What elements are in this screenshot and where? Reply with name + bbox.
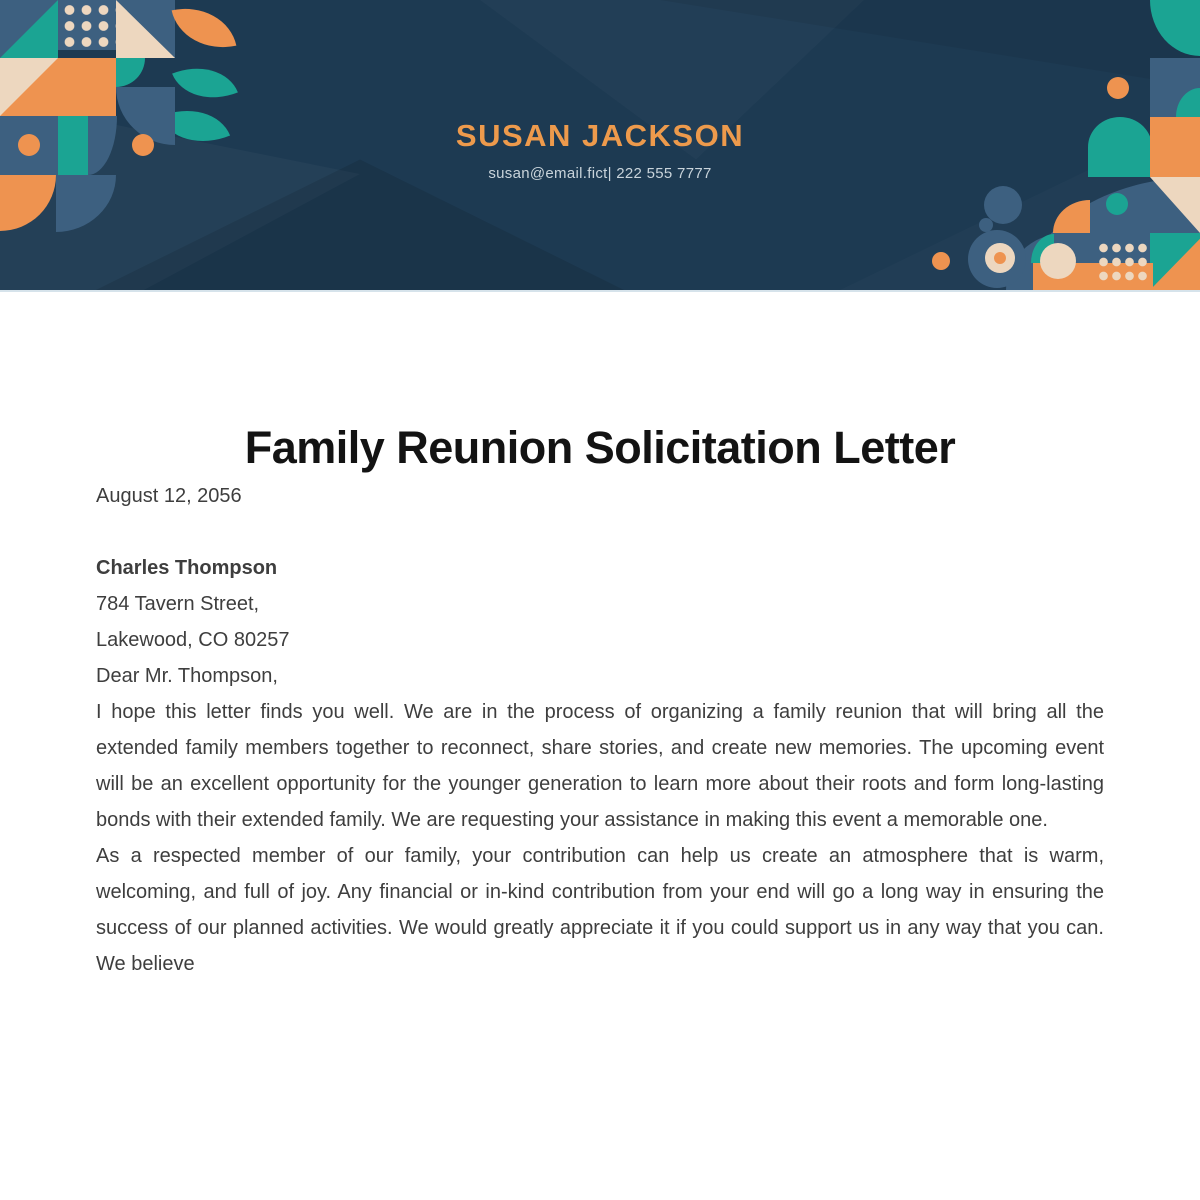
recipient-address-line1: 784 Tavern Street, (96, 593, 260, 615)
letter-paragraph-1: I hope this letter finds you well. We are in the process of organizing a family reunion that will bring all the extended family members together to reconnect, share stories, and create new memories. The upcoming event will be an excellent opportunity for the younger generation to learn more about their roots and form long-lasting bonds with their extended family. We are requesting your assistance in making this event a memorable one. (96, 701, 1104, 831)
letter-title: Family Reunion Solicitation Letter (244, 422, 956, 473)
sender-name: SUSAN JACKSON (455, 118, 745, 153)
letter-date: August 12, 2056 (96, 485, 242, 507)
letterhead-banner (0, 0, 1200, 292)
decorative-shape (116, 58, 145, 87)
decorative-shape (994, 252, 1006, 264)
recipient-address-line2: Lakewood, CO 80257 (96, 629, 290, 651)
decorative-shape (172, 53, 238, 112)
salutation: Dear Mr. Thompson, (96, 665, 278, 687)
decorative-shape (1106, 193, 1128, 215)
decorative-shape (979, 218, 993, 232)
recipient-block (96, 550, 1104, 658)
decorative-shape (58, 0, 116, 50)
sender-info (0, 118, 1200, 182)
recipient-name: Charles Thompson (96, 557, 278, 579)
decorative-shape (932, 252, 950, 270)
decorative-shape (1096, 240, 1150, 282)
decorative-shape (1040, 243, 1076, 279)
decorative-shape (172, 0, 237, 57)
decorative-shape (1107, 77, 1129, 99)
letter-paragraph-2: As a respected member of our family, your contribution can help us create an atmosphere that is warm, welcoming, and full of joy. Any financial or in-kind contribution from your end will go a long way in ensuring the success of our planned activities. We would greatly appreciate it if you could support us in any way that you can. We believe (96, 845, 1104, 975)
decorative-shape (58, 58, 116, 116)
sender-contact: susan@email.fict| 222 555 7777 (488, 165, 712, 182)
letter-body (0, 418, 1200, 982)
